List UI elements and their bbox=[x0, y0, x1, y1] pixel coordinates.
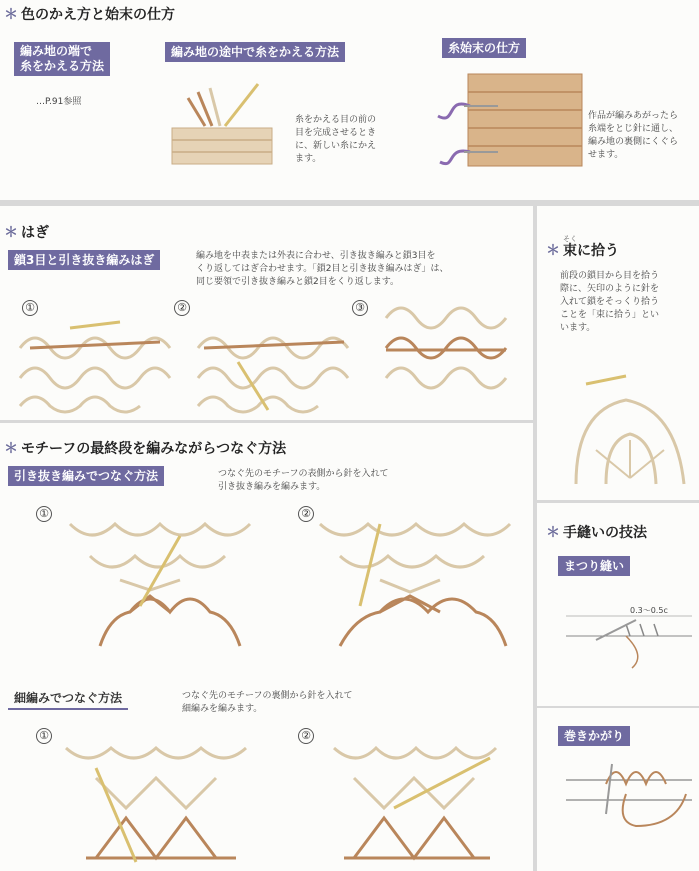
joining-step3-illustration bbox=[386, 298, 508, 410]
step-number: ② bbox=[298, 728, 314, 744]
mid-change-line-3: に、新しい糸にかえ bbox=[295, 141, 377, 151]
section-title-text: 手縫いの技法 bbox=[563, 525, 647, 541]
divider-vertical bbox=[533, 206, 537, 871]
asterisk-icon: ＊ bbox=[546, 243, 560, 259]
tag-edge-change bbox=[14, 42, 110, 76]
bundle-illustration bbox=[566, 370, 694, 484]
bundle-line-2: 際に、矢印のように針を bbox=[560, 284, 660, 294]
sc-join-line-1: つなぐ先のモチーフの裏側から針を入れて bbox=[182, 691, 353, 701]
step-number: ② bbox=[298, 506, 314, 522]
whip-measure: 0.3～0.5c bbox=[630, 606, 668, 615]
slip-join-text bbox=[218, 468, 389, 494]
step-number: ① bbox=[36, 506, 52, 522]
tag-joining-method: 鎖3目と引き抜き編みはぎ bbox=[8, 250, 160, 270]
joining-step1-illustration bbox=[20, 318, 170, 410]
mid-change-line-1: 糸をかえる目の前の bbox=[295, 115, 377, 125]
mid-change-text bbox=[295, 114, 376, 166]
slip-join-line-1: つなぐ先のモチーフの表側から針を入れて bbox=[218, 469, 389, 479]
asterisk-icon: ＊ bbox=[4, 441, 18, 457]
overcast-illustration bbox=[566, 754, 692, 834]
section-title-bundle bbox=[546, 235, 619, 260]
sc-join-text bbox=[182, 690, 353, 716]
asterisk-icon: ＊ bbox=[546, 525, 560, 541]
divider-right-lower bbox=[537, 706, 699, 708]
tag-mid-change: 編み地の途中で糸をかえる方法 bbox=[165, 42, 345, 62]
tag-overcast-stitch: 巻きかがり bbox=[558, 726, 630, 746]
section-title-joining bbox=[4, 222, 49, 242]
bundle-line-3: 入れて鎖をそっくり拾う bbox=[560, 297, 660, 307]
tag-line-1: 編み地の端で bbox=[20, 44, 93, 58]
page-reference: …P.91参照 bbox=[36, 97, 82, 107]
divider-middle bbox=[0, 420, 533, 423]
ruby-text: そく bbox=[563, 235, 577, 243]
mid-change-line-4: ます。 bbox=[295, 154, 322, 164]
joining-line-2: くり返してはぎ合わせます。「鎖2目と引き抜き編みはぎ」は、 bbox=[196, 264, 449, 274]
tag-slip-join: 引き抜き編みでつなぐ方法 bbox=[8, 466, 164, 486]
bundle-line-5: います。 bbox=[560, 323, 596, 333]
section-title-text: 束に拾う bbox=[563, 243, 619, 259]
tag-line-2: 糸をかえる方法 bbox=[20, 59, 105, 73]
section-title-text: モチーフの最終段を編みながらつなぐ方法 bbox=[21, 441, 287, 457]
step-number: ① bbox=[22, 300, 38, 316]
section-title-color-change bbox=[4, 4, 175, 24]
finish-line-1: 作品が編みあがったら bbox=[588, 111, 679, 121]
bundle-text bbox=[560, 270, 659, 335]
tag-whip-stitch: まつり縫い bbox=[558, 556, 630, 576]
joining-line-1: 編み地を中表または外表に合わせ、引き抜き編みと鎖3目を bbox=[196, 251, 436, 261]
mid-change-line-2: 目を完成させるとき bbox=[295, 128, 377, 138]
joining-text bbox=[196, 250, 449, 289]
divider-top bbox=[0, 200, 699, 206]
slip-join-step2-illustration bbox=[320, 516, 510, 656]
step-number: ③ bbox=[352, 300, 368, 316]
tag-sc-join: 細編みでつなぐ方法 bbox=[8, 688, 128, 710]
finish-line-3: 編み地の裏側にくぐら bbox=[588, 137, 679, 147]
finish-illustration bbox=[436, 66, 586, 174]
mid-change-illustration bbox=[170, 78, 280, 170]
whip-stitch-illustration bbox=[566, 596, 692, 672]
sc-join-step1-illustration bbox=[66, 738, 246, 862]
section-title-hand-sewing bbox=[546, 522, 647, 542]
step-number: ① bbox=[36, 728, 52, 744]
step-number: ② bbox=[174, 300, 190, 316]
slip-join-line-2: 引き抜き編みを編みます。 bbox=[218, 482, 326, 492]
section-title-text: 色のかえ方と始末の仕方 bbox=[21, 7, 175, 23]
asterisk-icon: ＊ bbox=[4, 225, 18, 241]
finish-line-4: せます。 bbox=[588, 150, 624, 160]
asterisk-icon: ＊ bbox=[4, 7, 18, 23]
section-title-text: はぎ bbox=[21, 225, 49, 241]
joining-line-3: 同じ要領で引き抜き編みと鎖2目をくり返します。 bbox=[196, 277, 400, 287]
joining-step2-illustration bbox=[198, 318, 348, 410]
sc-join-step2-illustration bbox=[334, 738, 500, 862]
divider-right bbox=[537, 500, 699, 503]
tag-finish: 糸始末の仕方 bbox=[442, 38, 526, 58]
sc-join-line-2: 細編みを編みます。 bbox=[182, 704, 263, 714]
bundle-line-4: ことを「束に拾う」とい bbox=[560, 310, 660, 320]
slip-join-step1-illustration bbox=[70, 516, 250, 656]
bundle-line-1: 前段の鎖目から目を拾う bbox=[560, 271, 660, 281]
finish-line-2: 糸端をとじ針に通し、 bbox=[588, 124, 679, 134]
section-title-motif bbox=[4, 438, 286, 458]
finish-text bbox=[588, 110, 678, 162]
